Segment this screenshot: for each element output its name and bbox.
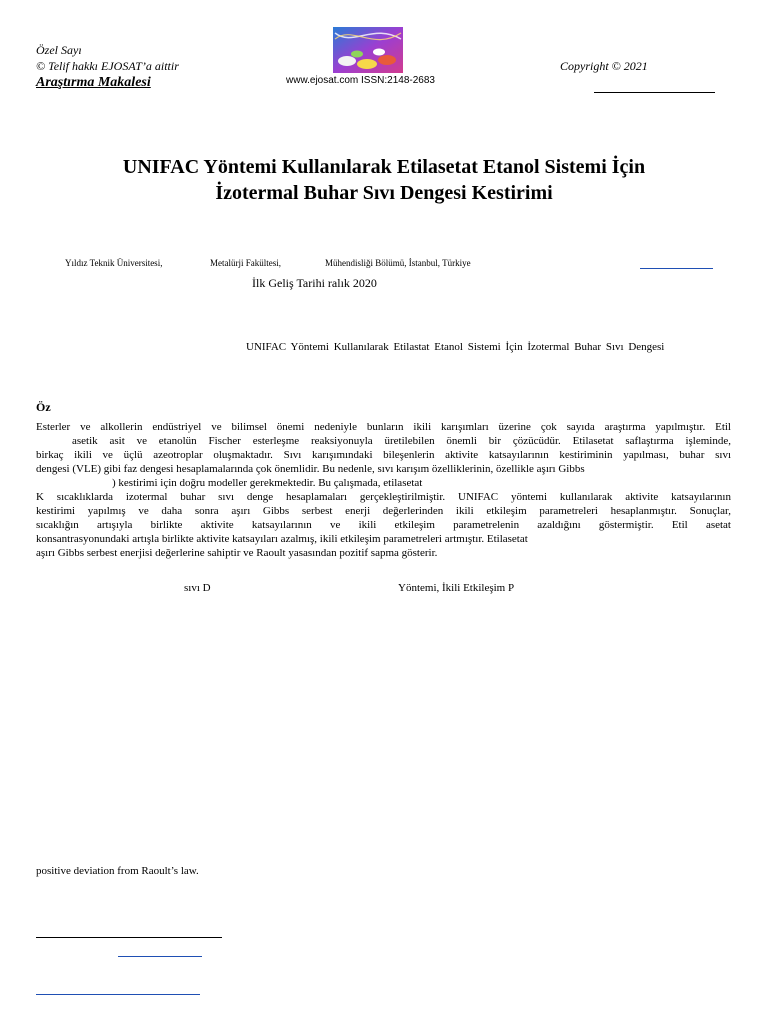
- header-rule: [594, 92, 715, 93]
- title-line-2: İzotermal Buhar Sıvı Dengesi Kestirimi: [215, 182, 553, 204]
- author-email-link[interactable]: [640, 268, 713, 269]
- title-line-1: UNIFAC Yöntemi Kullanılarak Etilasetat Etanol Sistemi İçin: [122, 156, 646, 178]
- affiliation-department: Mühendisliği Bölümü, İstanbul, Türkiye: [325, 258, 471, 268]
- abstract-line: dengesi (VLE) gibi faz dengesi hesaplamalarında çok önemlidir. Bu nedenle, sıvı karışım özelliklerinin, özellikle aşırı Gibbs: [36, 463, 585, 475]
- copyright-holder: © Telif hakkı EJOSAT’a aittir: [36, 59, 179, 73]
- keywords-fragment-1: sıvı D: [184, 582, 211, 594]
- abstract-heading: Öz: [36, 400, 51, 414]
- abstract-line: ) kestirimi için doğru modeller gerekmektedir. Bu çalışmada, etilasetat: [112, 477, 423, 489]
- affiliation-university: Yıldız Teknik Üniversitesi,: [65, 258, 163, 268]
- abstract-line: Esterler ve alkollerin endüstriyel ve bilimsel önemi nedeniyle bunların ikili karışımları üzerine çok sayıda araştırma yapılmıştır. Etil: [36, 421, 731, 433]
- footnote-separator: [36, 937, 222, 938]
- journal-header-left: [36, 42, 179, 92]
- keywords-fragment-2: Yöntemi, İkili Etkileşim P: [398, 582, 515, 594]
- abstract-line: asetik asit ve etanolün Fischer esterleşme reaksiyonuyla üretilebilen önemli bir çözücüdür. Etilasetat saflaştırma işleminde,: [72, 435, 731, 447]
- abstract-line: birkaç ikili ve üçlü azeotroplar oluşmaktadır. Sıvı karışımındaki bileşenlerin aktivite katsayılarının kestiriminin yapılması, buhar sıvı: [36, 449, 731, 461]
- abstract-body: [36, 420, 731, 560]
- copyright-notice: Copyright © 2021: [560, 59, 648, 73]
- footnote-link-2[interactable]: [36, 994, 200, 995]
- journal-logo: [333, 27, 403, 73]
- english-abstract-tail: positive deviation from Raoult’s law.: [36, 865, 199, 877]
- journal-site-issn: www.ejosat.com ISSN:2148-2683: [286, 75, 435, 86]
- article-type: Araştırma Makalesi: [36, 75, 151, 90]
- abstract-line: K sıcaklıklarda izotermal buhar sıvı denge hesaplamaları gerçekleştirilmiştir. UNIFAC yöntemi kullanılarak aktivite katsayılarının: [36, 491, 731, 503]
- footnote-link-1[interactable]: [118, 956, 202, 957]
- running-title: UNIFAC Yöntemi Kullanılarak Etilastat Etanol Sistemi İçin İzotermal Buhar Sıvı Dengesi: [246, 341, 665, 353]
- abstract-line: konsantrasyonundaki artışla birlikte aktivite katsayıları azalmış, ikili etkileşim parametreleri artmıştır. Etilasetat: [36, 533, 528, 545]
- abstract-line: aşırı Gibbs serbest enerjisi değerlerine sahiptir ve Raoult yasasından pozitif sapma gösterir.: [36, 547, 438, 559]
- received-date: İlk Geliş Tarihi ralık 2020: [252, 276, 377, 290]
- affiliation-faculty: Metalürji Fakültesi,: [210, 258, 281, 268]
- article-title: [40, 154, 728, 206]
- abstract-line: sıcaklığın artışıyla birlikte aktivite katsayılarının ve ikili etkileşim parametrelenin azaldığını göstermiştir. Etil asetat: [36, 519, 731, 531]
- abstract-line: kestirimi yapılmış ve daha sonra aşırı Gibbs serbest enerji değerlerinden ikili etkileşim parametreleri hesaplanmıştır. Sonuçlar,: [36, 505, 731, 517]
- special-issue-label: Özel Sayı: [36, 43, 82, 57]
